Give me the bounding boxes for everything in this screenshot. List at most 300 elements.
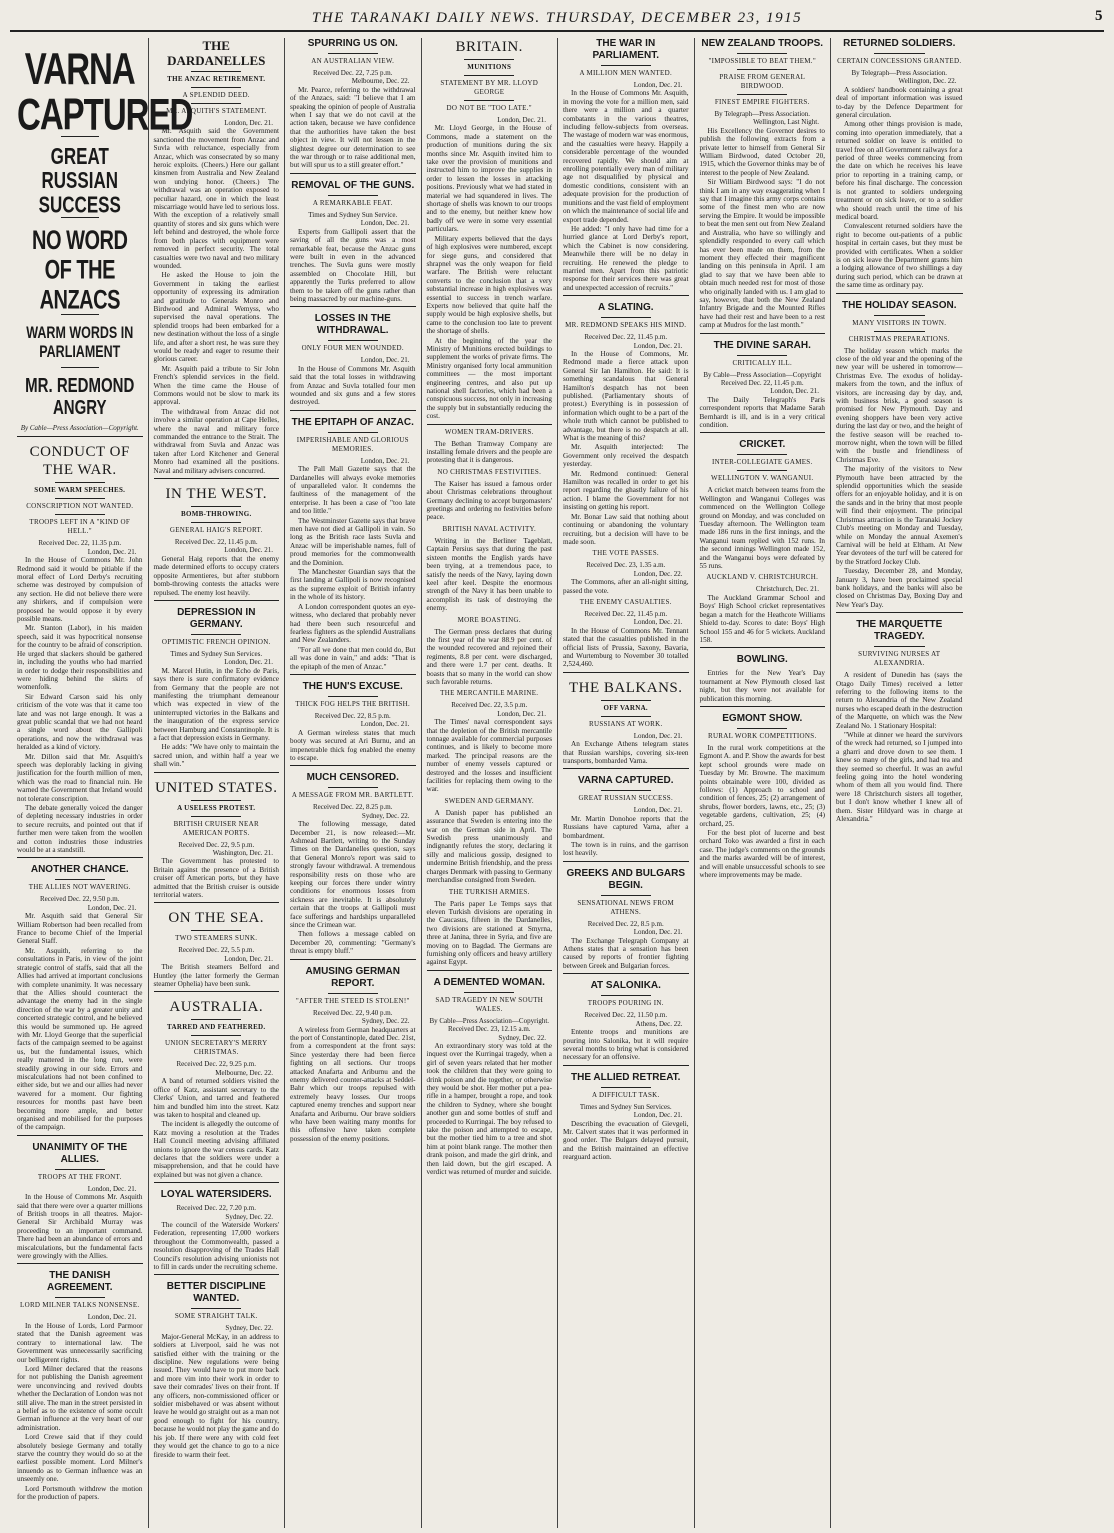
section-heading: THE DIVINE SARAH. <box>713 339 811 351</box>
dateline: London, Dec. 21. <box>360 720 410 729</box>
divider <box>601 995 651 996</box>
paragraph: A cricket match between teams from the Wellington and Wanganui Colleges was commenced on the Wellington College ground on Monday, and was concluded on Tuesday afternoon. The Wellington team made 186 runs in the first innings, and the Wanganui team replied with 152 runs. In the second innings Wellington made 152, and the Wanganui boys were defeated by 55 runs. <box>699 486 825 571</box>
paragraph: Mr. Asquith, referring to the consultations in Paris, in view of the joint strategic control of staffs, said that all the Allies had arrived at important conclusions with complete unanimity. It was necessary that the Allies should counteract the advantage the enemy had in the single direction of the war by a greater unity and concerted strategic control, and he believed this would be summoned up. He agreed with Mr. Lloyd George that the superficial facts of the campaign seemed to be against us, but the fundamental issues, which really mattered in the long run, were steadily growing in our side. Errors and miscalculations had not been confined to either side, but we and our allies had never wavered for a moment. Our fighting resources for months past have been becoming more ample, and better organised and mobilised for the purposes of the campaign. <box>17 946 143 1132</box>
subheading: MANY VISITORS IN TOWN. <box>852 318 947 327</box>
headline-great-russian-success: GREAT RUSSIAN SUCCESS <box>38 143 121 218</box>
subheading: UNION SECRETARY'S MERRY CHRISTMAS. <box>164 1039 268 1057</box>
received-line: Received Dec. 22, 7.20 p.m. <box>176 1204 256 1213</box>
subheading: GENERAL HAIG'S REPORT. <box>169 526 263 535</box>
dateline: Sydney, Dec. 22. <box>225 1324 273 1333</box>
subheading: TARRED AND FEATHERED. <box>167 1023 266 1032</box>
paragraph: The Exchange Telegraph Company at Athens states that a sensation has been caused by reports of frontier fighting between Greek and Bulgarian forces. <box>563 936 689 970</box>
divider <box>154 1182 280 1183</box>
subheading: THE VOTE PASSES. <box>592 549 659 558</box>
divider <box>191 1308 241 1309</box>
received-line: Received Dec. 22, 9.40 p.m. <box>312 1008 393 1017</box>
dateline: London, Dec. 21. <box>633 341 683 350</box>
paragraph: In the House of Commons Mr. Asquith, in moving the vote for a million men, said there were a million and a quarter combatants in the various theatres, including fellow-subjects from overseas. The wastage of modern war was enormous, and the casualties were heavy. Happily a considerable percentage of the wounded recovered rapidly. We should aim at enrolling potentially every man of military age not disqualified by physical and domestic conditions, consistent with an adequate provision for the production of munitions and the vast field of employment on which the maintenance of social life and export trade depended. <box>563 89 689 224</box>
divider <box>563 672 689 673</box>
subheading: MR. REDMOND SPEAKS HIS MIND. <box>565 321 687 330</box>
divider <box>55 879 105 880</box>
divider <box>601 895 651 896</box>
received-line: Received Dec. 22, 3.5 p.m. <box>451 701 528 710</box>
paragraph: His Excellency the Governor desires to publish the following extracts from a private letter to himself from General Sir William Birdwood, dated October 20, 1915, which the Governor thinks may be of interest to the people of New Zealand. <box>699 126 825 177</box>
paragraph: Lord Milner declared that the reasons for not publishing the Danish agreement were unconvincing and revived doubts whether the Declaration of London was not still alive. The man in the street persisted in a belief as to the existence of some occult German influence at the very heart of our administration. <box>17 1364 143 1432</box>
divider <box>601 790 651 791</box>
headline-redmond-angry: MR. REDMOND ANGRY <box>25 374 135 420</box>
received-line: Times and Sydney Sun Services. <box>579 1102 672 1111</box>
column-2 <box>149 38 286 1528</box>
section-heading: THE HUN'S EXCUSE. <box>302 680 403 692</box>
divider <box>874 646 925 647</box>
paragraph: A Danish paper has published an assurance that Sweden is entering into the war on the German side in April. The Swedish press unanimously and indignantly refutes the story, declaring it silly and malicious gossip, designed to undermine British friendship, and the press charges Denmark with passing to Germany merchandise consigned from Sweden. <box>426 808 552 885</box>
dateline: London, Dec. 21. <box>633 731 683 740</box>
received-line: Received Dec. 22, 11.35 p.m. <box>38 539 122 548</box>
section-heading: ANOTHER CHANCE. <box>30 864 129 876</box>
paragraph: Mr. Asquith said the Government sanctioned the movement from Anzac and Suvla with reluctance, especially from Anzac, which was consecrated by so many heroic exploits. (Cheers.) Here our gallant kinsmen from Australia and New Zealand won undying honor. (Cheers.) The withdrawal was an operation exposed to peculiar hazard, one in which the least miscarriage would have led to serious loss. With the exception of a relatively small quantity of stores and six guns which were left behind and destroyed, the whole force from both places with equipment were removed in perfect security. The total casualties were two naval and two military wounded. <box>153 127 279 270</box>
section-heading: UNITED STATES. <box>155 779 278 796</box>
section-heading: AUSTRALIA. <box>169 999 264 1016</box>
subheading: AUCKLAND V. CHRISTCHURCH. <box>706 573 819 582</box>
subheading: THE ALLIES NOT WAVERING. <box>28 883 131 892</box>
section-heading: THE DARDANELLES <box>167 38 266 68</box>
divider <box>563 768 689 769</box>
paragraph: "For all we done that men could do, But all was done in vain," and adds: "That is the epitaph of the men of Anzac." <box>290 645 416 671</box>
section-heading: IN THE WEST. <box>165 486 267 503</box>
paragraph: Lord Crewe said that if they could absolutely besiege Germany and totally starve the country they would do so at the earliest possible moment. Lord Milner's innuendo as to German influence was an unseemly one. <box>17 1433 143 1484</box>
subheading: BRITISH CRUISER NEAR AMERICAN PORTS. <box>173 819 259 837</box>
divider <box>290 674 416 675</box>
subheading: A MILLION MEN WANTED. <box>579 69 672 77</box>
subheading: THE ENEMY CASUALTIES. <box>579 597 672 606</box>
subheading: THICK FOG HELPS THE BRITISH. <box>295 699 411 708</box>
paragraph: The Paris paper Le Temps says that eleven Turkish divisions are operating in the Caucasus, fifteen in the Dardanelles, two divisions are stationed at Smyrna, three at Janina, three in Syria, and five are moving on to Bagdad. The Germans are furnishing only officers and heavy artillery against Egypt. <box>426 899 552 967</box>
paragraph: Mr. Asquith paid a tribute to Sir John French's splendid services in the field. When the time came the House of Commons would not be slow to mark its approval. <box>153 364 279 407</box>
dateline: Sydney, Dec. 22. <box>361 811 410 820</box>
divider <box>464 75 514 76</box>
divider <box>328 340 378 341</box>
paragraph: In the House of Commons Mr. Tennant stated that the casualties published in the official lists of Prussia, Saxony, Bavaria, and Wurtemburg to November 30 totalled 2,524,460. <box>563 626 689 669</box>
received-line: Received Dec. 22, 7.25 p.m. <box>312 69 393 77</box>
subheading: SURVIVING NURSES AT ALEXANDRIA. <box>858 650 941 668</box>
dateline: London, Dec. 21. <box>497 116 546 124</box>
subheading: LORD MILNER TALKS NONSENSE. <box>20 1301 140 1310</box>
divider <box>836 612 963 613</box>
divider <box>191 71 241 72</box>
paragraph: Mr. Martin Donohoe reports that the Russians have captured Varna, after a bombardment. <box>563 814 689 840</box>
column-5 <box>558 38 695 1528</box>
divider <box>874 53 925 54</box>
paragraph: Mr. Redmond continued: General Hamilton was recalled in order to get his report regarding the ghastly failure of his action. I blame the Government for not insisting on getting his report. <box>563 469 689 512</box>
paragraph: In the House of Commons, Mr. Redmond made a fierce attack upon General Sir Ian Hamilton. He said: It is something scandalous that General Hamilton's despatch has not been published. (Parliamentary shouts of protest.) Everything is in possession of information which ought to be a part of the whole truth which cannot be published to advantage, but there is no despatch at all. What is the meaning of this? <box>563 349 689 443</box>
subheading: RUSSIANS AT WORK. <box>589 719 663 728</box>
divider <box>154 478 280 479</box>
divider <box>328 432 378 433</box>
divider <box>17 857 143 858</box>
dateline: London, Dec. 21. <box>224 119 273 127</box>
subheading: CERTAIN CONCESSIONS GRANTED. <box>837 57 962 65</box>
divider <box>737 69 787 70</box>
paragraph: Convalescent returned soldiers have the right to become out-patients of a public hospital in certain cases, but they must be provided with certificates. When a soldier is on sick leave the Department grants him a lodging allowance of two shillings a day during such period, which can be drawn at the same time as ordinary pay. <box>836 222 963 290</box>
paragraph: The German press declares that during the first year of the war 88.9 per cent. of the wounded recovered and rejoined their regiments, 8.8 per cent. were discharged, and there were 1.7 per cent. deaths. It boasts that so many in the world can show such favorable returns. <box>426 627 552 686</box>
subheading: A REMARKABLE FEAT. <box>312 198 393 207</box>
paragraph: Among other things provision is made, coming into operation immediately, that a returned soldier on leave is entitled to travel free on all Government railways for a period of three weeks commencing from the date on which he receives his leave prior to reporting in a training camp, or before his final discharge. The concession is not granted to soldiers undergoing treatment or on sick leave, or to a soldier who should reach until the time of his medical board. <box>836 120 963 221</box>
paragraph: Mr. Lloyd George, in the House of Commons, made a statement on the production of munitions during the six months since Mr. Asquith invited him to take over the provision of munitions and instructed him to improve the supplies in order to lessen the losses in attacking positions. Previously what we had stated in material we had squandered in lives. The shortage of shells was known to our troops and to the enemy, but neither knew how badly off we were in some very essential particulars. <box>426 124 552 234</box>
paragraph: He adds: "We have only to maintain the sacred union, and within half a year we shall win." <box>153 743 279 769</box>
subheading: TROOPS POURING IN. <box>587 999 664 1008</box>
section-heading: NEW ZEALAND TROOPS. <box>701 38 824 49</box>
section-heading: SPURRING US ON. <box>307 38 398 49</box>
received-line: Received Dec. 23, 1.35 a.m. <box>586 561 666 570</box>
dateline: London, Dec. 21. <box>224 546 273 555</box>
dateline: London, Dec. 21. <box>633 81 683 89</box>
paragraph: Sir William Birdwood says: "I do not think I am in any way exaggerating when I say that I imagine this army corps contains some of the finest men who are now serving the Empire. It would be impossible to beat the men sent out from New Zealand and Australia, who have so willingly and splendidly responded to every call which has ever been made on them, from the moment they effected their magnificent landing on this peninsula in April. I am glad to say that we have been able to obtain much needed rest for most of those who originally landed with us. I am glad to say, however, that both the New Zealand Infantry Brigade and the Mounted Rifles have had their rest and have been to a rest camp at Mudros for the last month." <box>699 178 825 330</box>
section-heading: THE HOLIDAY SEASON. <box>842 299 957 311</box>
paragraph: "While at dinner we heard the survivors of the wreck had returned, so I jumped into a gharri and drove down to see them. I knew so many of the girls, and had tea and they seemed so cheerful. It was an awful feeling going into the hotel wondering whom of them all you would find. There were 18 Christchurch sisters all together, but I don't know whether I knew all of them. Sister Hildyard was in charge at Alexandria." <box>836 731 963 824</box>
received-line: Received Dec. 22, 8.5 p.m. <box>587 919 664 928</box>
divider <box>328 787 378 788</box>
paragraph: The Pall Mall Gazette says that the Dardanelles will always evoke memories of unparalleled valor. It condemns the faultiness of the management of the enterprise. It has been a case of "too late and too little." <box>290 465 416 516</box>
dateline: London, Dec. 22. <box>633 569 683 578</box>
dateline: London, Dec. 21. <box>87 1184 137 1193</box>
paragraph: Mr. Stanton (Labor), in his maiden speech, said it was hypocritical nonsense for the country to be afraid of conscription. He urged that slackers should be gathered in, including the youths who had married in order to dodge their responsibilities and were hiding behind the skirts of womenfolk. <box>17 624 143 692</box>
section-heading: CONDUCT OF THE WAR. <box>29 444 130 479</box>
section-heading: BOWLING. <box>736 654 788 666</box>
paragraph: The following message, dated December 21, is now released:—Mr. Ashmead Bartlett, writing to the Sunday Times on the Dardanelles question, says that General Monro's report was said to strongly favour withdrawal. A tremendous responsibility rests on those who are keeping our forces there under wintry conditions for enormous losses from sickness are inevitable. It is absolutely certain that the troops at Gallipoli must face sufferings and hardships unparalleled since the Crimean war. <box>290 820 416 930</box>
section-heading: THE BALKANS. <box>569 679 683 696</box>
subheading: CONSCRIPTION NOT WANTED. <box>26 502 134 511</box>
section-heading: BRITAIN. <box>455 39 523 55</box>
dateline: London, Dec. 21. <box>224 658 273 667</box>
paragraph: Mr. Asquith interjected: The Government only received the despatch yesterday. <box>563 443 689 469</box>
subheading: IMPERISHABLE AND GLORIOUS MEMORIES. <box>296 435 409 453</box>
headline-varna-captured: VARNA CAPTURED <box>17 43 193 140</box>
dateline: Washington, Dec. 21. <box>212 849 273 857</box>
divider <box>154 600 280 601</box>
divider <box>737 454 787 455</box>
divider <box>191 1035 241 1036</box>
divider <box>290 959 416 960</box>
paragraph: The debate generally voiced the danger of depleting necessary industries in order to secure recruits, and pointed out that if further men were taken from the woollen and cotton industries those industries would be at a standstill. <box>17 804 143 855</box>
paragraph: The incident is allegedly the outcome of Katz moving a resolution at the Trades Hall Council meeting advising affiliated unions to ignore the war census cards. Katz declares that the soldiers were under a misapprehension, and that he could have explained but was not given a chance. <box>153 1120 279 1179</box>
divider <box>290 306 416 307</box>
byline: By Cable—Press Association—Copyright. <box>20 424 139 432</box>
subheading: CRITICALLY ILL. <box>732 358 793 367</box>
received-line: Received Dec. 22, 8.25 p.m. <box>312 803 393 812</box>
dateline: Wellington, Last Night. <box>753 118 819 127</box>
divider <box>191 800 241 801</box>
subheading: PRAISE FROM GENERAL BIRDWOOD. <box>719 73 806 90</box>
divider <box>563 973 689 974</box>
subheading: A MESSAGE FROM MR. BARTLETT. <box>291 791 414 800</box>
received-line: Received Dec. 22, 8.5 p.m. <box>314 711 391 720</box>
divider <box>700 432 826 433</box>
section-heading: LOYAL WATERSIDERS. <box>160 1189 272 1201</box>
paragraph: The majority of the visitors to New Plymouth have been attracted by the splendid opportunities which the seaside offers for an enjoyable holiday, and it is on the sands and in the briny that most people will find their enjoyment. The principal Christmas attraction is the Taranaki Jockey Club's meeting on Monday and Tuesday, while on Monday the annual Axemen's Carnival will be held at Eltham. At New Year devotees of the turf will be catered for by the Stratford Jockey Club. <box>836 465 963 566</box>
paragraph: In the House of Lords, Lord Parmoor stated that the Danish agreement was contrary to international law. The Government was unnecessarily sacrificing our belligerent rights. <box>17 1321 143 1364</box>
paragraph: In the House of Commons Mr. Asquith said that the total losses in withdrawing from Anzac and Suvla totalled four men wounded and six guns and a few stores destroyed. <box>290 364 416 407</box>
subheading: THE MERCANTILE MARINE. <box>440 689 539 698</box>
divider <box>563 1065 689 1066</box>
paragraph: The Bethan Tramway Company are installing female drivers and the people are protesting that it is dangerous. <box>426 439 552 465</box>
dateline: London, Dec. 21. <box>360 456 410 465</box>
section-heading: BETTER DISCIPLINE WANTED. <box>166 1281 266 1305</box>
divider <box>55 498 105 499</box>
subheading: A USELESS PROTEST. <box>177 803 256 812</box>
subheading: RURAL WORK COMPETITIONS. <box>707 731 817 740</box>
section-heading: THE DANISH AGREEMENT. <box>46 1270 113 1294</box>
section-heading: LOSSES IN THE WITHDRAWAL. <box>314 313 391 337</box>
section-heading: THE EPITAPH OF ANZAC. <box>291 416 414 428</box>
paragraph: The Westminster Gazette says that brave men have not died at Gallipoli in vain. So long as the British race lasts Suvla and Anzac will be imperishable names, full of proud memories for the commonwealth and the Dominion. <box>290 516 416 567</box>
received-line: Received Dec. 22, 5.5 p.m. <box>178 946 255 955</box>
paragraph: The Kaiser has issued a famous order about Christmas celebrations throughout Germany declining to accept burgomasters' greetings and ordering no festivities before peace. <box>426 479 552 522</box>
subheading: SWEDEN AND GERMANY. <box>444 796 534 805</box>
section-heading: A DEMENTED WOMAN. <box>433 976 545 988</box>
paragraph: Writing in the Berliner Tageblatt, Captain Persius says that during the past sixteen months the English yards have been trying, at a tremendous pace, to satisfy the needs of the Navy, laying down keel after keel. Despite the enormous strength of the Navy it has been unable to accomplish its task of destroying the enemy. <box>426 536 552 613</box>
paragraph: Entries for the New Year's Day tournament at New Plymouth closed last night, but they were not available for publication this morning. <box>699 669 825 703</box>
divider <box>55 1297 105 1298</box>
subheading: SOME WARM SPEECHES. <box>34 486 126 495</box>
paragraph: Describing the evacuation of Gievgeli, Mr. Calvert states that it was performed in good order. The Bulgars delayed pursuit, and the British maintained an effective rearguard action. <box>563 1119 689 1162</box>
paragraph: The Auckland Grammar School and Boys' High School cricket representatives began a match for the Heathcote Williams Shield to-day. Scores to date: Boys' High School 155 and 46 for 5 wickets. Auckland 158. <box>699 593 825 644</box>
subheading: INTER-COLLEGIATE GAMES. <box>711 458 813 467</box>
received-line: By Telegraph—Press Association. <box>851 69 948 77</box>
dateline: Sydney, Dec. 22. <box>498 1033 546 1042</box>
divider <box>601 317 651 318</box>
received-line: Received Dec. 22, 11.45 p.m. <box>174 538 258 547</box>
subheading: WELLINGTON V. WANGANUI. <box>711 474 814 483</box>
divider <box>17 1263 143 1264</box>
divider <box>328 53 378 54</box>
dateline: London, Dec. 21. <box>87 1313 137 1322</box>
subheading: OPTIMISTIC FRENCH OPINION. <box>161 637 271 646</box>
divider <box>700 706 826 707</box>
paragraph: The Manchester Guardian says that the first landing at Gallipoli is now recognised as the supreme exploit of British infantry in the whole of its history. <box>290 568 416 602</box>
dateline: London, Dec. 21. <box>770 387 819 396</box>
subheading: WOMEN TRAM-DRIVERS. <box>444 427 534 436</box>
divider <box>154 991 280 992</box>
paragraph: A London correspondent quotes an eye-witness, who declared that probably never had there been such resourceful and fearless fighters as the splendid Australians and New Zealanders. <box>290 602 416 645</box>
paragraph: Entente troops and munitions are pouring into Salonika, but it will require several months to bring what is considered necessary for an offensive. <box>563 1028 689 1062</box>
paragraph: Sir Edward Carson said his only criticism of the vote was that it came too late and was not large enough. It was a great public scandal that we had not heard a single word about the Gallipoli operations, and now the withdrawal was heralded as a kind of victory. <box>17 692 143 752</box>
divider <box>191 87 241 88</box>
paragraph: An extraordinary story was told at the inquest over the Kurringai tragedy, when a girl of seven years related that her mother took the children that they were going to drink poison and die together, or otherwise they would be shot. Her mother put a pea-rifle in a hamper, brought a rope, and took the children to Sydney, where she bought another gun and some bottles of stuff and proceeded to Kurringai. The boy refused to take the poison and attempted to escape, but the mother tied him to a tree and shot him at point blank range. The mother then drank poison, and made the girl drink, and then laid down, but the girl escaped. A verdict was returned of murder and suicide. <box>426 1041 552 1177</box>
divider <box>427 970 553 971</box>
divider <box>737 728 787 729</box>
divider <box>290 410 416 411</box>
subheading: MUNITIONS <box>467 63 512 71</box>
received-line: By Cable—Press Association—Copyright <box>703 370 822 379</box>
section-heading: THE WAR IN PARLIAMENT. <box>592 38 659 61</box>
divider <box>601 716 651 717</box>
dateline: Wellington, Dec. 22. <box>898 77 957 86</box>
divider <box>55 482 105 483</box>
dateline: London, Dec. 21. <box>87 547 137 556</box>
paragraph: Mr. Dillon said that Mr. Asquith's speech was deplorably lacking in giving justification for the fourth million of men, which was the road to financial ruin. He warned the Government that Ireland would not tolerate conscription. <box>17 752 143 803</box>
divider <box>464 992 514 993</box>
columns <box>12 38 1104 1528</box>
dateline: Sydney, Dec. 22. <box>361 1017 410 1026</box>
paragraph: In the rural work competitions at the Egmont A. and P. Show the awards for best kept school grounds were made on Tuesday by Mr. Browne. The maximum points obtainable were 100, divided as follows: (1) Approach to school and condition of fences, 25; (2) arrangement of shrubs, flower borders, lawns, etc., 25; (3) vegetable gardens, cultivation, 25; (4) orchard, 25. <box>699 743 825 828</box>
divider <box>601 1087 651 1088</box>
dateline: London, Dec. 21. <box>633 618 683 627</box>
divider <box>328 195 378 196</box>
paragraph: The holiday season which marks the close of the old year and the opening of the new year will be ushered in tomorrow—Christmas Eve. The exodus of holiday-makers from the town, and the influx of visitors, are increasing day by day, and, with business brisk, a good season is promised for New Plymouth. Day and evening shoppers have been very active during the last day or two, and the height of the festive season will be reached to-morrow night, when the town will be filled with the bustle and friendliness of Christmas Eve. <box>836 346 963 464</box>
divider <box>874 331 925 332</box>
subheading: MORE BOASTING. <box>457 615 521 624</box>
divider <box>290 173 416 174</box>
paragraph: Military experts believed that the days of high explosives were numbered, except for siege guns, and considered that shrapnel was the only weapon for field warfare. The British were reluctant converts to the conclusion that a very substantial increase in high explosives was essential to success in trench warfare. Experts now believed that quite half the supply would be high explosive shells, but came to the conclusion too late to prevent the shortage of shells. <box>426 234 552 336</box>
paragraph: M. Marcel Hutin, in the Echo de Paris, says there is sure confirmatory evidence from Germany that the people are not manifesting the triumphant demeanour which was expected in view of the uninterrupted victories in the Balkans and the inauguration of the express service between Hamburg and Constantinople. It is a fact that depression exists in Germany. <box>153 666 279 742</box>
paragraph: The town is in ruins, and the garrison lost heavily. <box>563 841 689 858</box>
paragraph: Then follows a message cabled on December 20, commenting: "Germany's threat is empty bluff." <box>290 930 416 956</box>
subheading: A DIFFICULT TASK. <box>591 1090 660 1099</box>
paragraph: At the beginning of the year the Ministry of Munitions erected buildings to supplement the works of private firms. The Ministry organised forty local ammunition committees — the most important engineering centres, and also put up national shell factories, which had been a conspicuous success, not only in increasing the supply but in substantially reducing the cost. <box>426 336 552 421</box>
subheading: BRITISH NAVAL ACTIVITY. <box>442 524 537 533</box>
subheading: CHRISTMAS PREPARATIONS. <box>848 334 950 343</box>
paragraph: A resident of Dunedin has (says the Otago Daily Times) received a letter referring to the following items to the return to Alexandria of the New Zealand nurses who escaped death in the destruction of the Marquette, on which was the New Zealand No. 1 Stationary Hospital: <box>836 671 963 730</box>
dateline: Christchurch, Dec. 21. <box>755 585 819 594</box>
subheading: STATEMENT BY MR. LLOYD GEORGE <box>440 79 539 96</box>
received-line: Received Dec. 22, 11.50 p.m. <box>584 1011 668 1020</box>
subheading: DO NOT BE "TOO LATE." <box>446 104 532 112</box>
paragraph: The council of the Waterside Workers' Federation, representing 17,000 workers throughout the Commonwealth, passed a resolution disapproving of the Trades Hall Council's resolution advising unionists not to fill in cards under the recruiting scheme. <box>153 1220 279 1271</box>
dateline: London, Dec. 21. <box>633 1111 683 1120</box>
paragraph: The British steamers Belford and Huntley (the latter formerly the German steamer Ophelia) have been sunk. <box>153 963 279 989</box>
received-line: Received Dec. 22, 9.50 p.m. <box>39 895 120 904</box>
subheading: SOME STRAIGHT TALK. <box>174 1312 258 1321</box>
divider <box>191 930 241 931</box>
divider <box>191 634 241 635</box>
divider <box>874 315 925 316</box>
subheading: NO CHRISTMAS FESTIVITIES. <box>437 467 542 476</box>
section-heading: THE MARQUETTE TRAGEDY. <box>856 619 943 643</box>
divider <box>17 436 143 437</box>
received-line: Times and Sydney Sun Services. <box>170 649 263 658</box>
section-heading: A SLATING. <box>597 302 654 314</box>
divider <box>154 772 280 773</box>
section-heading: CRICKET. <box>739 439 786 451</box>
section-heading: MUCH CENSORED. <box>306 772 399 784</box>
received-line: Received Dec. 22, 11.45 p.m. <box>584 609 668 618</box>
paragraph: An Exchange Athens telegram states that Russian warships, covering six-teen transports, bombarded Varna. <box>563 740 689 765</box>
paragraph: Experts from Gallipoli assert that the saving of all the guns was a most remarkable feat, because the Anzac guns were built in even in the advanced trenches. The Suvla guns were mostly assembled on Chocolate Hill, but apparently the Turks preferred to allow them to be taken off the guns rather than being massacred by our machine-guns. <box>290 227 416 303</box>
section-heading: AMUSING GERMAN REPORT. <box>305 965 400 989</box>
divider <box>55 1169 105 1170</box>
subheading: THE ANZAC RETIREMENT. <box>167 75 266 83</box>
section-heading: ON THE SEA. <box>168 910 265 927</box>
received-line: Times and Sydney Sun Service. <box>308 210 398 219</box>
dateline: London, Dec. 21. <box>87 903 137 912</box>
paragraph: He asked the House to join the Government in taking the earliest opportunity of expressing its admiration and gratitude to Generals Monro and Birdwood and Admiral Wemyss, who supervised the naval operations. The splendid troops had been embarked for a new destination without the loss of a single life, and after a short rest, he was sure they would be ready and eager to resume their glorious career. <box>153 271 279 364</box>
paragraph: Tuesday, December 28, and Monday, January 3, have been proclaimed special bank holidays, and the banks will also be closed on Christmas Day, Boxing Day and New Year's Day. <box>836 567 963 609</box>
subheading: "AFTER THE STEED IS STOLEN!" <box>295 996 410 1005</box>
paragraph: The Daily Telegraph's Paris correspondent reports that Madame Sarah Bernhardt is ill, and is in a very critical condition. <box>699 395 825 429</box>
divider <box>17 1135 143 1136</box>
subheading: TWO STEAMERS SUNK. <box>175 934 258 943</box>
dateline: London, Dec. 21. <box>497 709 546 718</box>
divider <box>464 59 514 60</box>
paragraph: The Government has protested to Britain against the presence of a British cruiser off American ports, but they have admitted that the British cruiser is outside territorial waters. <box>153 857 279 900</box>
subheading: THE TURKISH ARMIES. <box>448 887 530 896</box>
received-line: Received Dec. 23, 12.15 a.m. <box>447 1025 531 1034</box>
section-heading: REMOVAL OF THE GUNS. <box>291 179 415 191</box>
divider <box>191 506 241 507</box>
divider <box>154 1274 280 1275</box>
dateline: Athens, Dec. 22. <box>635 1019 683 1028</box>
divider <box>601 700 651 701</box>
masthead-title: THE TARANAKI DAILY NEWS. THURSDAY, DECEMBER 23, 1915 <box>311 9 803 26</box>
divider <box>700 333 826 334</box>
section-heading: DEPRESSION IN GERMANY. <box>177 606 256 630</box>
subheading: SAD TRAGEDY IN NEW SOUTH WALES. <box>435 995 544 1013</box>
divider <box>737 53 787 54</box>
divider <box>55 514 105 515</box>
section-heading: EGMONT SHOW. <box>722 712 803 724</box>
dateline: London, Dec. 21. <box>360 356 410 365</box>
divider <box>290 765 416 766</box>
subheading: A SPLENDID DEED. <box>182 91 250 99</box>
paragraph: In the House of Commons Mr. John Redmond said it would be pitiable if the moral effect of Lord Derby's recruiting scheme was destroyed by compulsion of any section. He did not believe there were any shirkers, and if compulsion were proposed he would oppose it by every possible means. <box>17 556 143 624</box>
section-heading: RETURNED SOLDIERS. <box>843 38 956 49</box>
divider <box>601 65 651 66</box>
paragraph: General Haig reports that the enemy made determined efforts to occupy craters opposite Armentieres, but after stubborn bomb-throwing contests the attacks were repulsed. The enemy lost heavily. <box>153 554 279 597</box>
subheading: TROOPS LEFT IN A "KIND OF HELL." <box>29 518 131 536</box>
headline-warm-words: WARM WORDS IN PARLIAMENT <box>26 323 134 361</box>
divider <box>737 355 787 356</box>
section-heading: AT SALONIKA. <box>590 980 661 992</box>
divider <box>191 522 241 523</box>
section-heading: GREEKS AND BULGARS BEGIN. <box>566 867 686 891</box>
paragraph: A band of returned soldiers visited the office of Katz, assistant secretary to the Clerks' Union, and tarred and feathered him and bundled him into the street. Katz was taken to hospital and cleaned up. <box>153 1077 279 1119</box>
column-4 <box>422 38 559 1528</box>
divider <box>191 103 241 104</box>
paragraph: Mr. Pearce, referring to the withdrawal of the Anzacs, said: "I believe that I am speaking the opinion of people of Australia when I say that we do not cavil at the action taken, because we have confidence that the authorities have taken the best object in view. It will not lessen in the slightest degree our determination to see the war through or to raise additional men, but will spur us to a still greater effort." <box>290 85 416 170</box>
subheading: GREAT RUSSIAN SUCCESS. <box>578 794 674 803</box>
divider <box>563 861 689 862</box>
divider <box>328 696 378 697</box>
divider <box>464 100 514 101</box>
subheading: SENSATIONAL NEWS FROM ATHENS. <box>577 898 675 916</box>
divider <box>737 94 787 95</box>
dateline: Sydney, Dec. 22. <box>225 1212 273 1221</box>
column-3 <box>285 38 422 1528</box>
subheading: FINEST EMPIRE FIGHTERS. <box>714 98 810 106</box>
dateline: Melbourne, Dec. 22. <box>351 77 410 86</box>
divider <box>154 902 280 903</box>
received-line: Received Dec. 22, 11.45 p.m. <box>584 333 668 342</box>
paragraph: For the best plot of lucerne and best orchard Toko was awarded a first in each case. The judge's comments on the grounds and the marks awarded will be of interest, and will enable unsuccessful schools to see where improvements may be made. <box>699 829 825 880</box>
subheading: "IMPOSSIBLE TO BEAT THEM." <box>708 57 816 65</box>
divider <box>61 367 99 368</box>
received-line: Received Dec. 22, 9.25 p.m. <box>176 1060 256 1069</box>
received-line: Received Dec. 22, 9.5 p.m. <box>178 840 255 849</box>
received-line: By Telegraph—Press Association. <box>714 110 811 118</box>
divider <box>328 993 378 994</box>
received-line: Received Dec. 22, 11.45 p.m. <box>720 378 804 387</box>
dateline: London, Dec. 21. <box>360 219 410 228</box>
section-heading: THE ALLIED RETREAT. <box>571 1071 681 1083</box>
paragraph: A German wireless states that much booty was secured at Ari Burnu, and an impenetrable thick fog enabled the enemy to escape. <box>290 728 416 762</box>
masthead <box>10 6 1104 32</box>
paragraph: In the House of Commons Mr. Asquith said that there were over a quarter millions of British troops in all theatres. Major-General Sir Archibald Murray was proceeding to an important command. There had been an abundance of errors and miscalculations, but the fundamental facts were growingly with the Allies. <box>17 1193 143 1261</box>
headline-no-word-of-anzacs: NO WORD OF THE ANZACS <box>32 226 128 316</box>
divider <box>191 816 241 817</box>
subheading: OFF VARNA. <box>603 703 648 712</box>
column-6 <box>695 38 832 1528</box>
paragraph: The withdrawal from Anzac did not involve a similar operation at Cape Helles, where the naval and military force commanded the entrance to the Strait. The withdrawal from Suvla and Anzac was taken after Lord Kitchener and General Monro had examined all the positions. Naval and military advisers concurred. <box>153 407 279 475</box>
